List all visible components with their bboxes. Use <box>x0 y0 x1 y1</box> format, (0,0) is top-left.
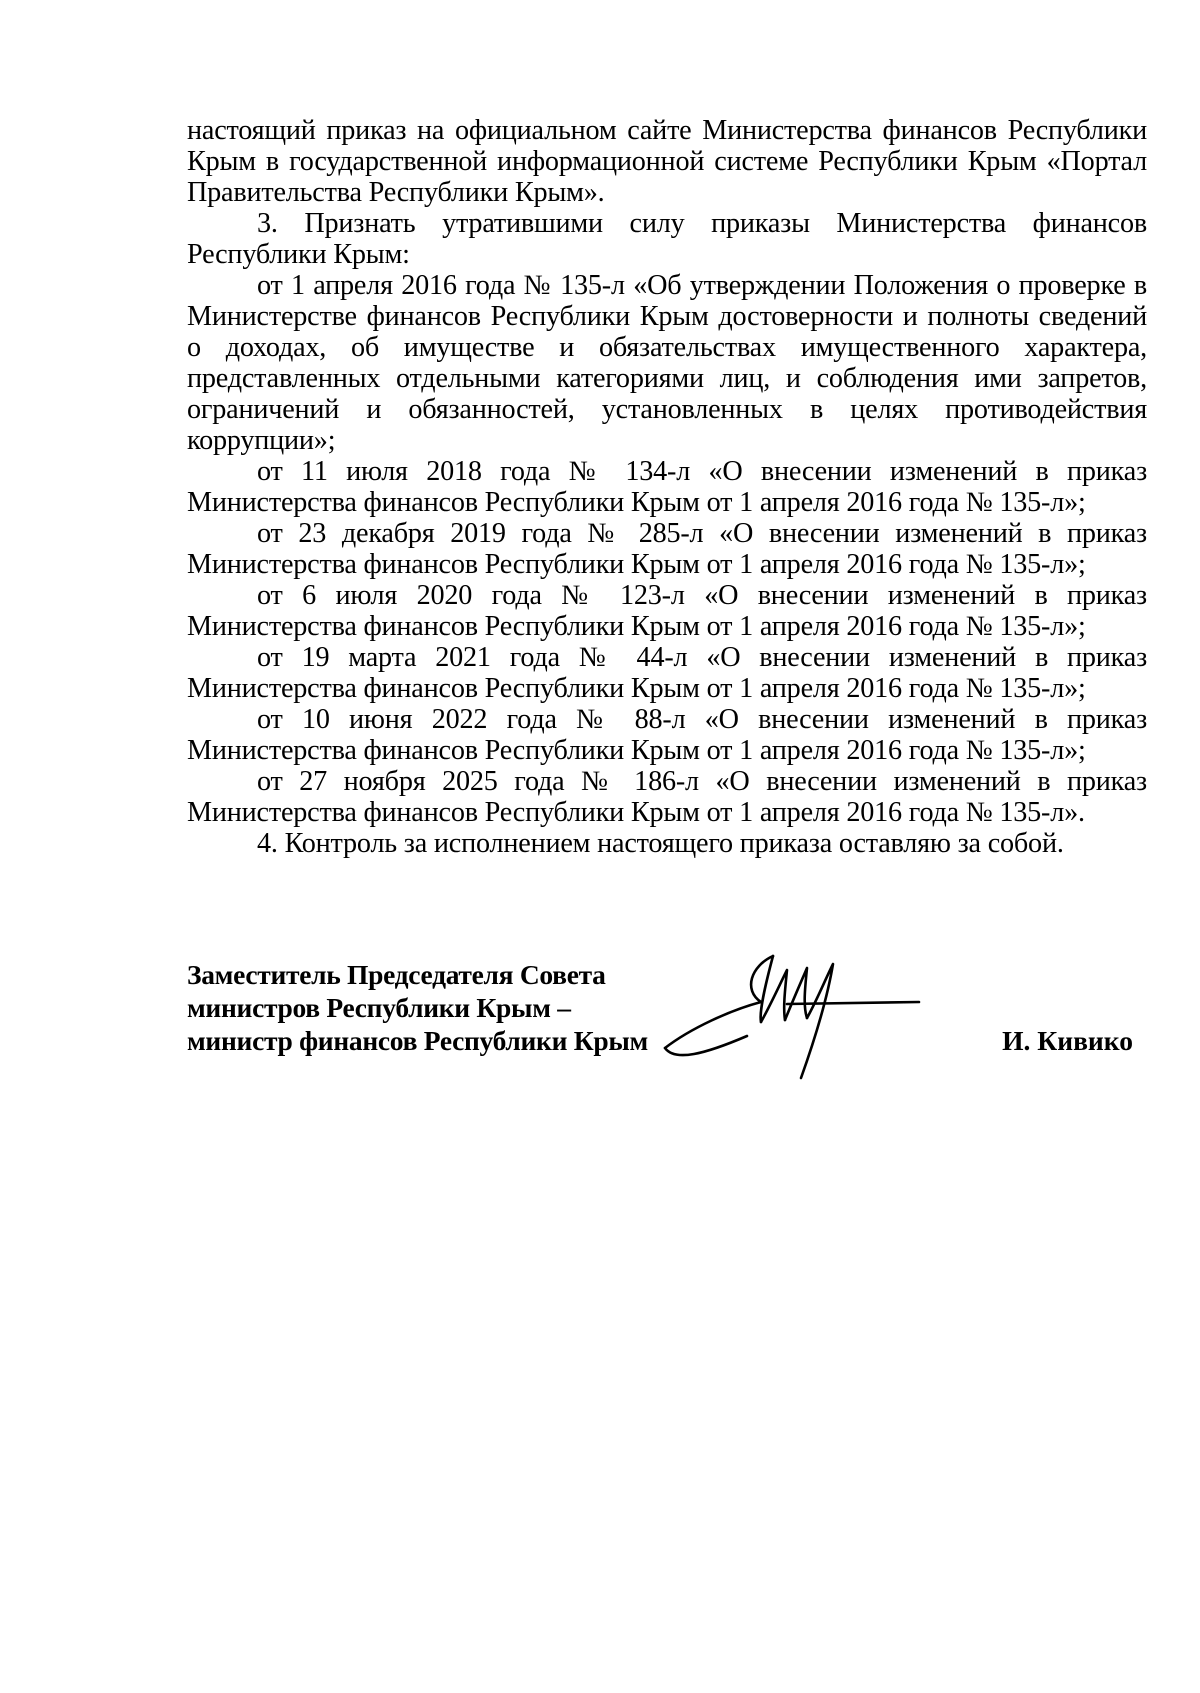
document-body <box>187 115 1147 859</box>
paragraph-repealed-order-2019: от 23 декабря 2019 года № 285-л «О внесении изменений в приказ Министерства финансов Республики Крым от 1 апреля 2016 года № 135-л»; <box>187 518 1147 580</box>
paragraph-repealed-order-2020: от 6 июля 2020 года № 123-л «О внесении изменений в приказ Министерства финансов Республики Крым от 1 апреля 2016 года № 135-л»; <box>187 580 1147 642</box>
signer-position-line: министров Республики Крым – <box>187 992 571 1023</box>
paragraph-repealed-order-2016: от 1 апреля 2016 года № 135-л «Об утверждении Положения о проверке в Министерстве финансов Республики Крым достоверности и полноты сведений о доходах, об имуществе и обязательствах имущественного характера, представленных отдельными категориями лиц, и соблюдения ими запретов, ограничений и обязанностей, установленных в целях противодействия коррупции»; <box>187 270 1147 456</box>
paragraph-item-4-control: 4. Контроль за исполнением настоящего приказа оставляю за собой. <box>257 828 1064 859</box>
handwritten-signature <box>661 930 921 1090</box>
paragraph-repealed-order-2025: от 27 ноября 2025 года № 186-л «О внесении изменений в приказ Министерства финансов Республики Крым от 1 апреля 2016 года № 135-л». <box>187 766 1147 828</box>
paragraph-repealed-order-2022: от 10 июня 2022 года № 88-л «О внесении изменений в приказ Министерства финансов Республики Крым от 1 апреля 2016 года № 135-л»; <box>187 704 1147 766</box>
signer-position-title <box>187 958 648 1057</box>
signer-position-line: министр финансов Республики Крым <box>187 1025 648 1056</box>
signature-strokes <box>665 956 919 1078</box>
paragraph-publication-continuation: настоящий приказ на официальном сайте Министерства финансов Республики Крым в государственной информационной системе Республики Крым «Портал Правительства Республики Крым». <box>187 115 1147 208</box>
signature-block <box>187 958 1147 1128</box>
paragraph-repealed-order-2021: от 19 марта 2021 года № 44-л «О внесении изменений в приказ Министерства финансов Республики Крым от 1 апреля 2016 года № 135-л»; <box>187 642 1147 704</box>
signer-name: И. Кивико <box>1002 1025 1133 1056</box>
paragraph-item-3-repeal: 3. Признать утратившими силу приказы Министерства финансов Республики Крым: <box>187 208 1147 270</box>
signer-position-line: Заместитель Председателя Совета <box>187 959 606 990</box>
paragraph-repealed-order-2018: от 11 июля 2018 года № 134-л «О внесении изменений в приказ Министерства финансов Республики Крым от 1 апреля 2016 года № 135-л»; <box>187 456 1147 518</box>
